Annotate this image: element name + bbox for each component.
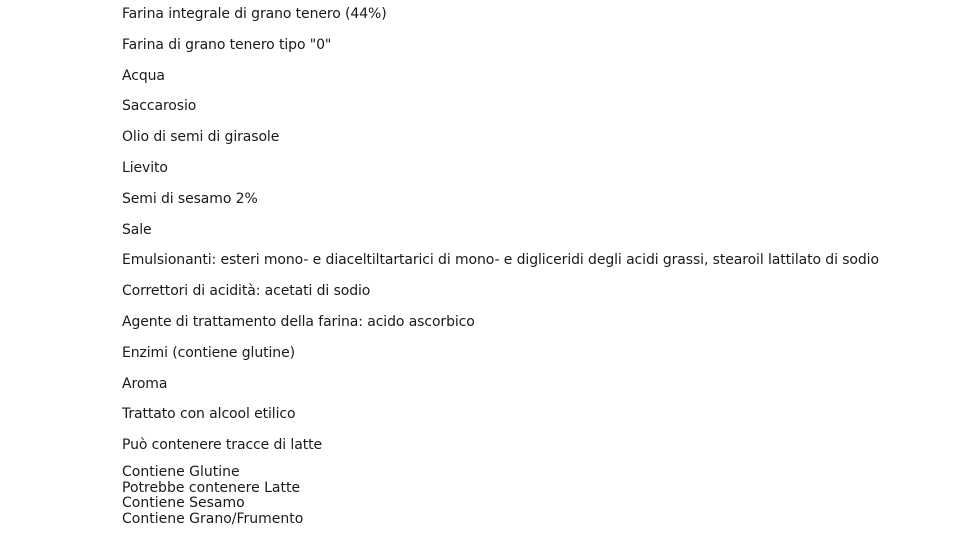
ingredient-item: Semi di sesamo 2% <box>122 190 258 207</box>
ingredient-item: Correttori di acidità: acetati di sodio <box>122 283 371 300</box>
allergen-item: Contiene Glutine <box>122 464 240 480</box>
allergens-block <box>122 465 303 527</box>
ingredient-item: Lievito <box>122 159 168 176</box>
ingredient-item: Può contenere tracce di latte <box>122 437 322 454</box>
ingredient-item: Agente di trattamento della farina: acido ascorbico <box>122 313 475 330</box>
ingredient-item: Enzimi (contiene glutine) <box>122 344 295 361</box>
allergen-item: Contiene Grano/Frumento <box>122 510 304 527</box>
ingredient-item: Farina integrale di grano tenero (44%) <box>122 6 387 22</box>
ingredient-item: Farina di grano tenero tipo "0" <box>122 36 332 53</box>
ingredient-item: Emulsionanti: esteri mono- e diaceltiltartarici di mono- e digliceridi degli acidi grassi, stearoil lattilato di sodio <box>122 252 879 269</box>
ingredient-item: Sale <box>122 221 152 238</box>
ingredient-item: Olio di semi di girasole <box>122 129 280 146</box>
ingredient-item: Saccarosio <box>122 98 197 115</box>
ingredient-item: Aroma <box>122 375 168 392</box>
allergen-item: Potrebbe contenere Latte <box>122 479 301 496</box>
ingredient-item: Trattato con alcool etilico <box>122 406 296 423</box>
ingredients-list <box>122 5 942 467</box>
ingredient-item: Acqua <box>122 67 165 84</box>
allergen-item: Contiene Sesamo <box>122 495 245 511</box>
